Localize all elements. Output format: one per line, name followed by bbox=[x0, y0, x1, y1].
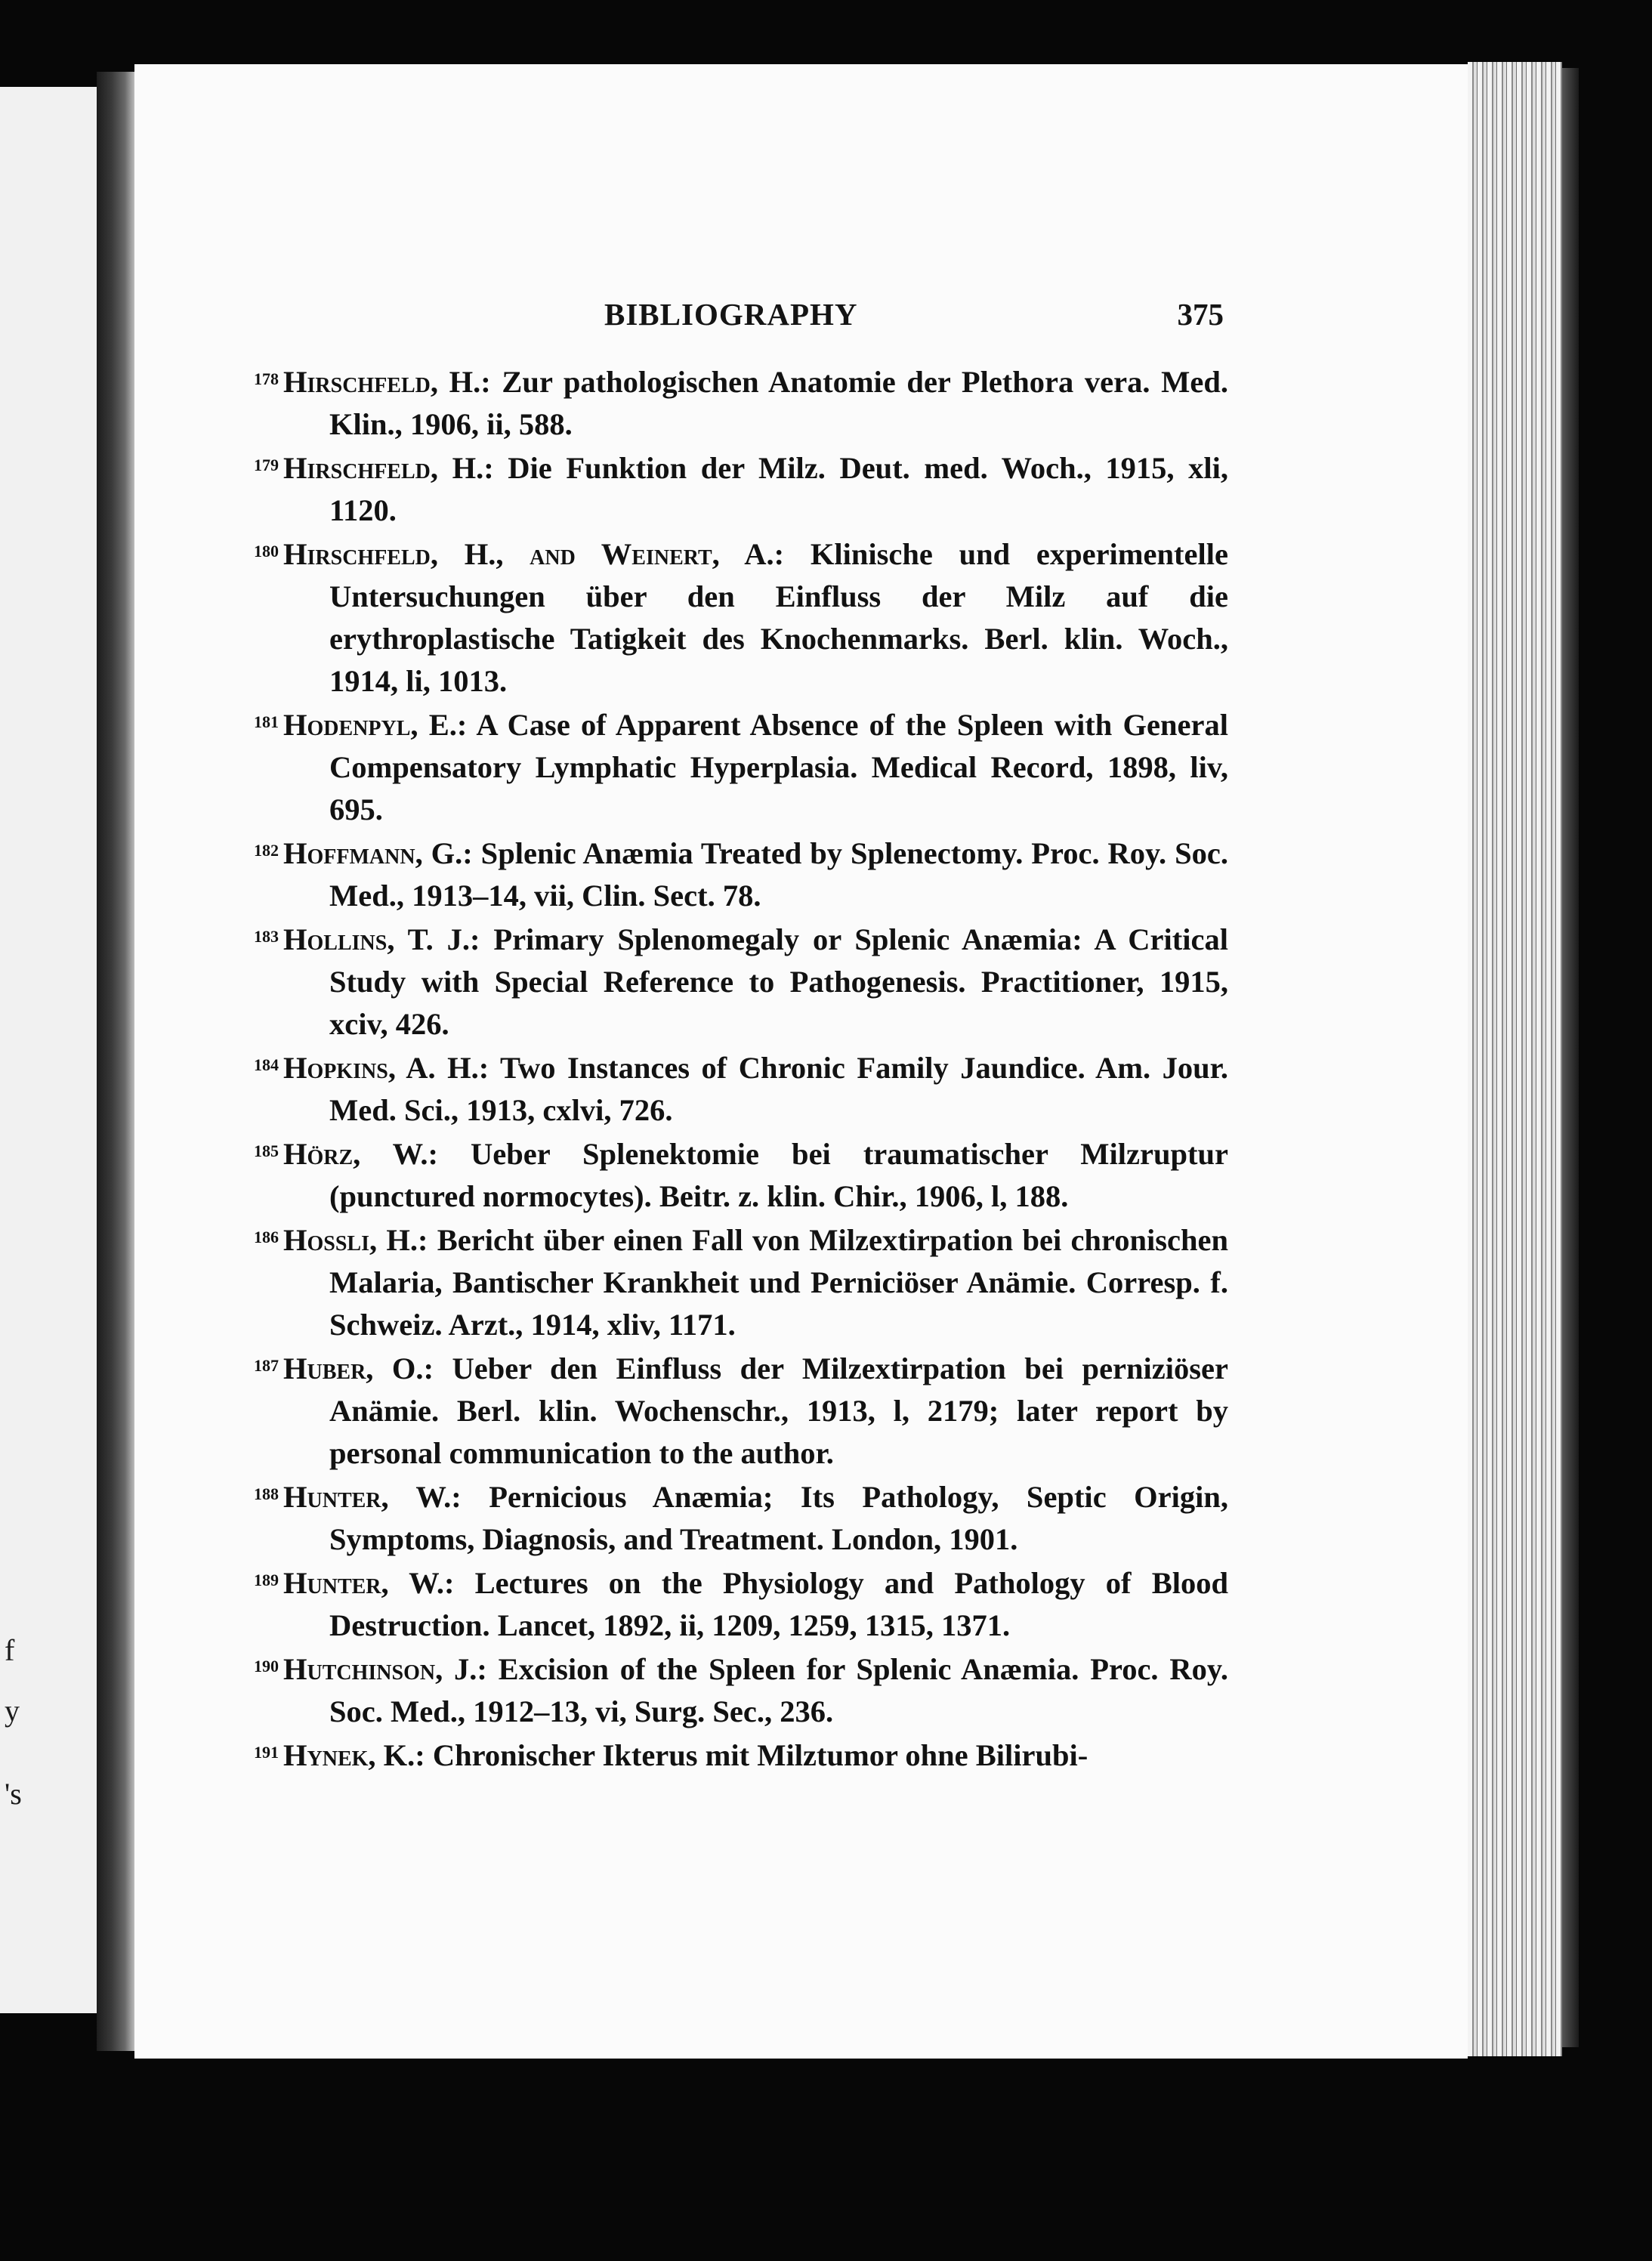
page-title: BIBLIOGRAPHY bbox=[604, 297, 858, 332]
entry-number: 188 bbox=[254, 1484, 279, 1503]
entry-text: : A Case of Apparent Absence of the Spleen with General Compensatory Lymphatic Hyperplasia. Medical Record, 1898, liv, 695. bbox=[329, 708, 1228, 826]
book-cover-edge bbox=[1562, 68, 1579, 2047]
entry-number: 182 bbox=[254, 841, 279, 860]
bibliography-entry bbox=[254, 447, 1228, 532]
entry-number: 179 bbox=[254, 456, 279, 474]
entry-number: 187 bbox=[254, 1356, 279, 1375]
left-page-fragment: f bbox=[5, 1633, 15, 1667]
bibliography-entry bbox=[254, 1562, 1228, 1647]
entry-number: 181 bbox=[254, 712, 279, 731]
entry-author: Hirschfeld, H. bbox=[283, 451, 484, 485]
left-page-fragment: 's bbox=[5, 1777, 22, 1811]
entry-text: : Splenic Anæmia Treated by Splenectomy. Proc. Roy. Soc. Med., 1913–14, vii, Clin. Sect. 78. bbox=[329, 836, 1228, 913]
left-page-edge bbox=[0, 87, 97, 2013]
entry-author: Hirschfeld, H. bbox=[283, 365, 481, 399]
bibliography-entry bbox=[254, 1219, 1228, 1346]
bibliography-entry bbox=[254, 533, 1228, 703]
entry-text: : Ueber den Einfluss der Milzextirpation bei perniziöser Anämie. Berl. klin. Wochenschr., 1913, l, 2179; later report by personal communication to the author. bbox=[329, 1351, 1228, 1470]
entry-text: : Pernicious Anæmia; Its Pathology, Septic Origin, Symptoms, Diagnosis, and Treatment. London, 1901. bbox=[329, 1480, 1228, 1556]
entry-author: Huber, O. bbox=[283, 1351, 424, 1385]
entry-author: Hoffmann, G. bbox=[283, 836, 463, 870]
entry-author: Hirschfeld, H., and Weinert, A. bbox=[283, 537, 774, 571]
entry-number: 186 bbox=[254, 1228, 279, 1246]
entry-text: : Ueber Splenektomie bei traumatischer Milzruptur (punctured normocytes). Beitr. z. klin. Chir., 1906, l, 188. bbox=[329, 1137, 1229, 1213]
entry-author: Hörz, W. bbox=[283, 1137, 428, 1171]
entry-text: : Lectures on the Physiology and Pathology of Blood Destruction. Lancet, 1892, ii, 1209, 1259, 1315, 1371. bbox=[329, 1566, 1228, 1642]
entry-author: Hollins, T. J. bbox=[283, 922, 470, 956]
entry-number: 184 bbox=[254, 1055, 279, 1074]
entry-text: : Bericht über einen Fall von Milzextirpation bei chronischen Malaria, Bantischer Krankheit und Perniciöser Anämie. Corresp. f. Schweiz. Arzt., 1914, xliv, 1171. bbox=[329, 1223, 1228, 1342]
bibliography-entry bbox=[254, 919, 1228, 1046]
entry-number: 185 bbox=[254, 1141, 279, 1160]
entry-text: : Excision of the Spleen for Splenic Anæmia. Proc. Roy. Soc. Med., 1912–13, vi, Surg. Sec., 236. bbox=[329, 1652, 1228, 1728]
entry-number: 189 bbox=[254, 1571, 279, 1589]
entry-number: 178 bbox=[254, 369, 279, 388]
bibliography-entry bbox=[254, 1133, 1228, 1218]
entry-text: : Die Funktion der Milz. Deut. med. Woch., 1915, xli, 1120. bbox=[329, 451, 1229, 527]
left-page-fragment: y bbox=[5, 1694, 20, 1728]
entry-author: Hunter, W. bbox=[283, 1480, 452, 1514]
entry-author: Hutchinson, J. bbox=[283, 1652, 477, 1686]
entry-number: 183 bbox=[254, 927, 279, 946]
entry-author: Hunter, W. bbox=[283, 1566, 444, 1600]
page-number: 375 bbox=[1177, 297, 1224, 332]
bibliography-entry bbox=[254, 704, 1228, 831]
bibliography-entry bbox=[254, 1348, 1228, 1475]
book-gutter bbox=[97, 72, 134, 2051]
bibliography-list bbox=[254, 361, 1228, 1778]
bibliography-entry bbox=[254, 361, 1228, 446]
running-header bbox=[604, 296, 1224, 341]
entry-text: : Chronischer Ikterus mit Milztumor ohne Bilirubi- bbox=[415, 1738, 1088, 1772]
entry-number: 180 bbox=[254, 542, 279, 561]
entry-author: Hynek, K. bbox=[283, 1738, 415, 1772]
entry-author: Hopkins, A. H. bbox=[283, 1051, 479, 1085]
page-edges bbox=[1468, 62, 1562, 2056]
entry-text: : Klinische und experimentelle Untersuchungen über den Einfluss der Milz auf die erythroplastische Tatigkeit des Knochenmarks. Berl. klin. Woch., 1914, li, 1013. bbox=[329, 537, 1228, 698]
entry-author: Hodenpyl, E. bbox=[283, 708, 457, 742]
bibliography-entry bbox=[254, 1734, 1228, 1777]
entry-number: 191 bbox=[254, 1743, 279, 1762]
entry-text: : Zur pathologischen Anatomie der Plethora vera. Med. Klin., 1906, ii, 588. bbox=[329, 365, 1229, 441]
entry-text: : Two Instances of Chronic Family Jaundice. Am. Jour. Med. Sci., 1913, cxlvi, 726. bbox=[329, 1051, 1229, 1127]
bibliography-entry bbox=[254, 1476, 1228, 1561]
entry-number: 190 bbox=[254, 1657, 279, 1676]
entry-text: : Primary Splenomegaly or Splenic Anæmia: A Critical Study with Special Reference to Pathogenesis. Practitioner, 1915, xciv, 426. bbox=[329, 922, 1228, 1041]
bibliography-entry bbox=[254, 1648, 1228, 1733]
bibliography-entry bbox=[254, 1047, 1228, 1132]
bibliography-entry bbox=[254, 832, 1228, 917]
entry-author: Hossli, H. bbox=[283, 1223, 418, 1257]
